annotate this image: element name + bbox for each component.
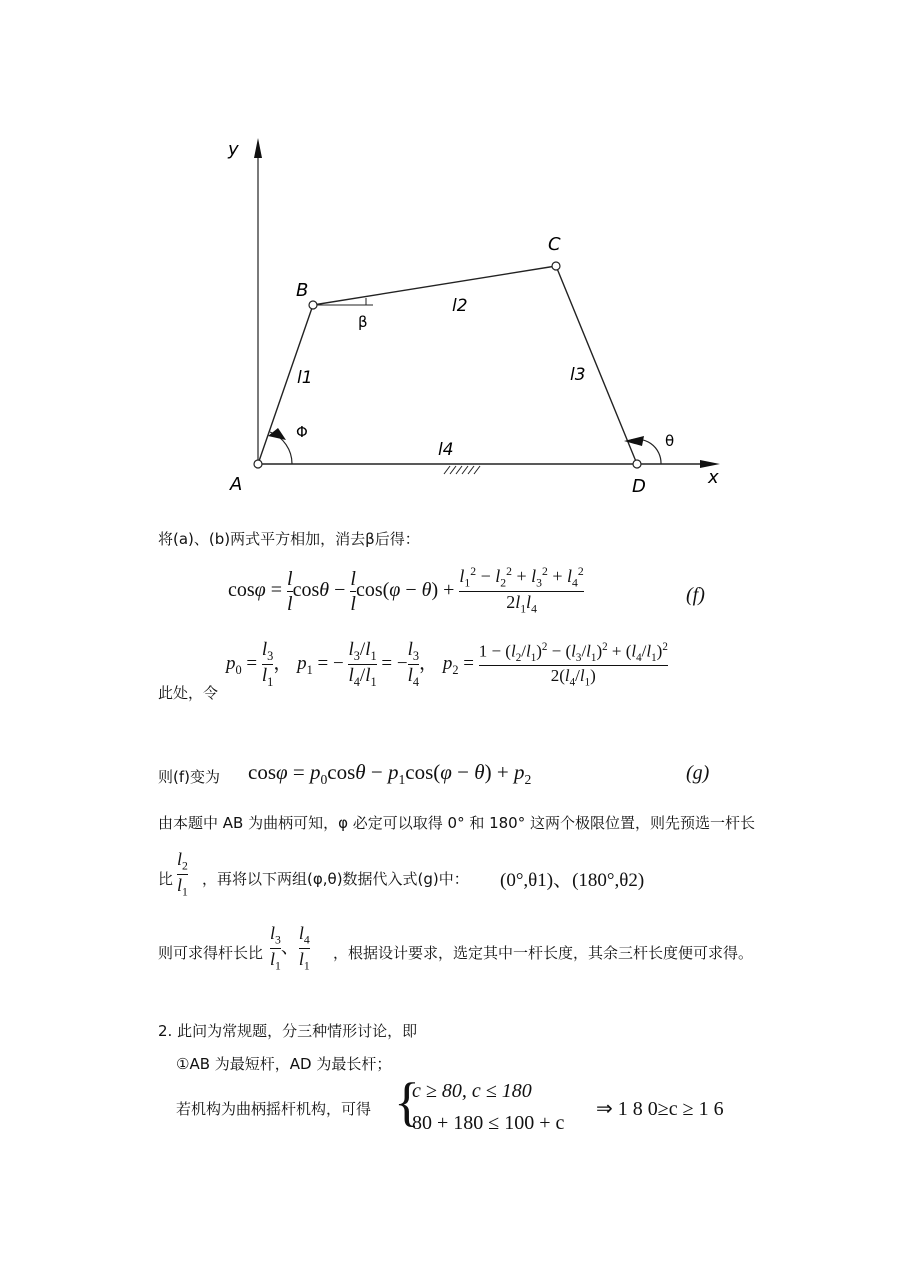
label-point-d: D [632, 476, 646, 497]
case-1: ①AB 为最短杆，AD 为最长杆； [176, 1055, 392, 1073]
inequality-1: c ≥ 80, c ≤ 180 [412, 1080, 532, 1102]
joint-c [552, 262, 560, 270]
section-2-heading: 2. 此问为常规题，分三种情形讨论，即 [158, 1022, 418, 1040]
y-axis-arrow [254, 138, 262, 158]
ratio-l2-l1: $\frac{l_2}{l_1}$ [177, 849, 188, 900]
label-point-b: B [296, 280, 309, 301]
result-prefix: 则可求得杆长比 [158, 944, 264, 962]
link-l2 [313, 266, 556, 305]
then-f-text: 则(f)变为 [158, 768, 220, 786]
crank-rocker-text: 若机构为曲柄摇杆机构，可得 [176, 1100, 372, 1118]
data-pairs: (0°,θ1)、(180°,θ2) [500, 870, 645, 891]
intro-line: 将(a)、(b)两式平方相加，消去β后得： [158, 530, 420, 548]
conclusion: ⇒ 1 8 0≥c ≥ 1 6 [596, 1098, 724, 1120]
p-definitions: $p_0$ = $\frac{l_3}{l_1}$ ， $p_1$ = − $\frac{l_3/l_1}{l_4/l_1}$ = − $\frac{l_3}{l_4}$ ， $p_2$ = $\frac{1 - (l_2/l_1)^2 - (l_3/l_1)^2 + (l_4/l_1)^2}{2(l_4/l_1)}$ [226, 639, 668, 690]
label-x-axis: x [708, 467, 719, 488]
label-link-l3: l3 [570, 365, 586, 385]
crank-note: 由本题中 AB 为曲柄可知，φ 必定可以取得 0° 和 180° 这两个极限位置，则先预选一杆长 [158, 814, 756, 832]
joint-a [254, 460, 262, 468]
label-link-l4: l4 [438, 440, 454, 460]
result-ratios: $\frac{l_3}{l_1}$ 、 $\frac{l_4}{l_1}$ [270, 923, 310, 974]
label-angle-phi: Φ [296, 423, 308, 441]
label-link-l1: l1 [297, 368, 313, 388]
inequality-brace: { [394, 1072, 420, 1132]
label-link-l2: l2 [452, 296, 468, 316]
equation-f: cosφ = $\frac{l}{l}$ cosθ − $\frac{l}{l}$ cos(φ − θ) + $\frac{l_1^2 - l_2^2 + l_3^2 + l_4^2}{2l_1l_4}$ [228, 565, 584, 617]
equation-f-label: (f) [686, 584, 705, 606]
ratio-suffix: ，再将以下两组(φ,θ)数据代入式(g)中： [202, 870, 469, 888]
inequality-2: 80 + 180 ≤ 100 + c [412, 1112, 565, 1134]
four-bar-linkage-diagram [0, 0, 900, 500]
phi-arrow [268, 428, 286, 440]
theta-arrow [624, 436, 644, 446]
label-point-a: A [230, 474, 243, 495]
label-y-axis: y [228, 139, 239, 160]
joint-d [633, 460, 641, 468]
joint-b [309, 301, 317, 309]
here-let-text: 此处，令 [158, 684, 219, 702]
equation-g: $\cos\varphi = p_0\cos\theta - p_1\cos(\varphi - \theta) + p_2$ [248, 760, 532, 788]
equation-g-label: (g) [686, 762, 710, 784]
ratio-prefix: 比 [158, 870, 174, 888]
link-l3 [556, 266, 637, 464]
result-suffix: ，根据设计要求，选定其中一杆长度，其余三杆长度便可求得。 [333, 944, 754, 962]
label-point-c: C [548, 234, 561, 255]
ground-hatch [444, 466, 480, 474]
label-angle-beta: β [358, 313, 368, 331]
label-angle-theta: θ [665, 432, 675, 450]
